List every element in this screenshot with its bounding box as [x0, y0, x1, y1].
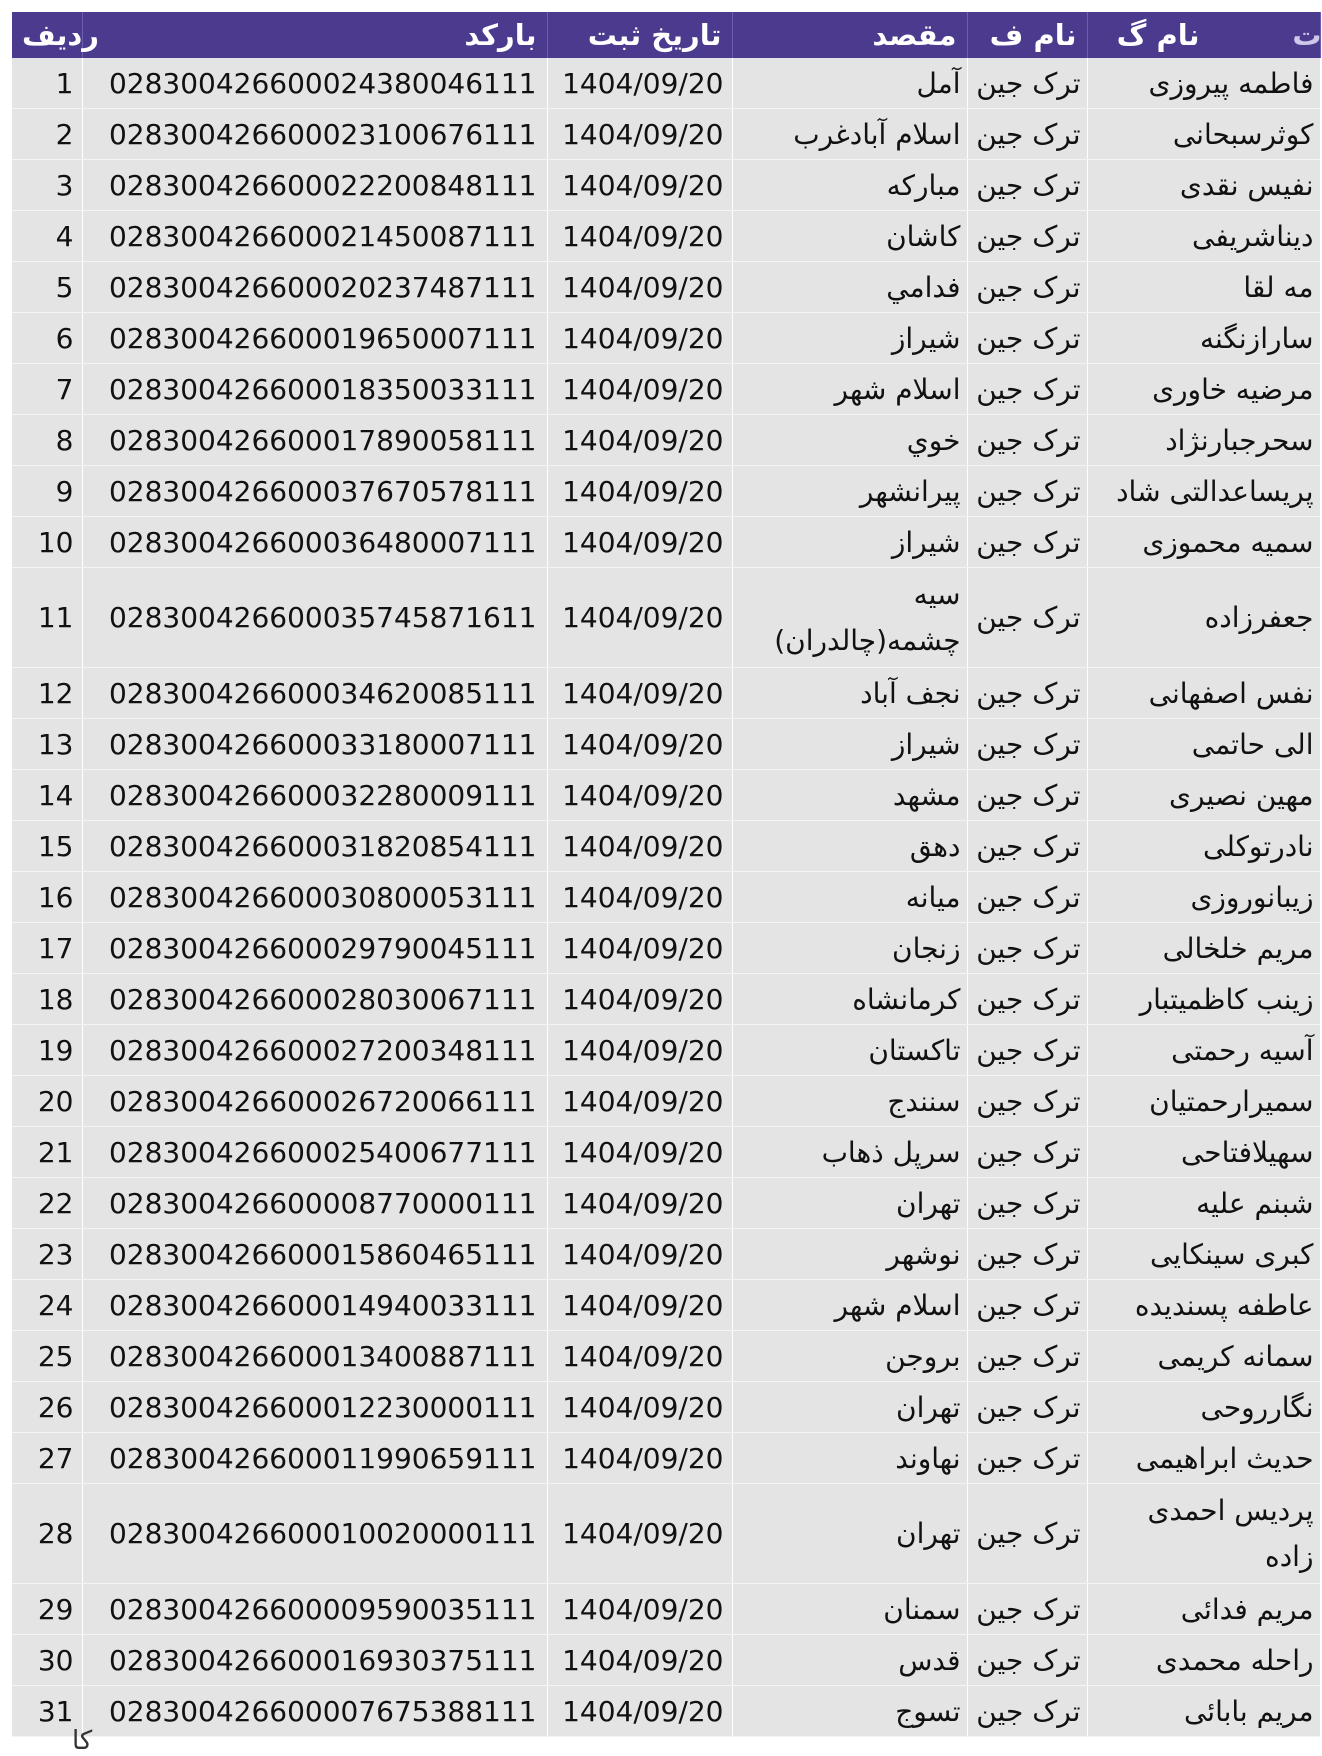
cell-destination[interactable]: تهران — [732, 1178, 967, 1229]
cell-last-name[interactable]: ترک جین — [967, 466, 1087, 517]
cell-barcode[interactable]: 028300426600019650007111 — [82, 313, 547, 364]
cell-barcode[interactable]: 028300426600034620085111 — [82, 668, 547, 719]
cell-date[interactable]: 1404/09/20 — [547, 1382, 732, 1433]
header-extra-label: ت — [1292, 18, 1322, 52]
cell-first-name[interactable]: جعفرزاده — [1087, 568, 1320, 668]
cell-date[interactable]: 1404/09/20 — [547, 1331, 732, 1382]
table-row[interactable] — [12, 1229, 1320, 1280]
cell-row-number[interactable]: 1 — [12, 58, 82, 109]
cell-date[interactable]: 1404/09/20 — [547, 872, 732, 923]
cell-row-number[interactable]: 7 — [12, 364, 82, 415]
cell-destination[interactable]: سیه چشمه(چالدران) — [732, 568, 967, 668]
cell-last-name[interactable]: ترک جین — [967, 415, 1087, 466]
cell-destination[interactable]: نهاوند — [732, 1433, 967, 1484]
cell-last-name[interactable]: ترک جین — [967, 1331, 1087, 1382]
cell-date[interactable]: 1404/09/20 — [547, 109, 732, 160]
cell-first-name[interactable]: آسیه رحمتی — [1087, 1025, 1320, 1076]
cell-barcode[interactable]: 028300426600022200848111 — [82, 160, 547, 211]
cell-last-name[interactable]: ترک جین — [967, 517, 1087, 568]
cell-destination[interactable]: شیراز — [732, 313, 967, 364]
cell-last-name[interactable]: ترک جین — [967, 1382, 1087, 1433]
table-row[interactable] — [12, 211, 1320, 262]
cell-first-name[interactable]: سهیلافتاحی — [1087, 1127, 1320, 1178]
cell-last-name[interactable]: ترک جین — [967, 668, 1087, 719]
table-row[interactable] — [12, 1127, 1320, 1178]
table-row[interactable] — [12, 1025, 1320, 1076]
cell-first-name[interactable]: کوثرسبحانی — [1087, 109, 1320, 160]
cell-first-name[interactable]: راحله محمدی — [1087, 1635, 1320, 1686]
partial-next-row: کا — [72, 1726, 93, 1756]
cell-last-name[interactable]: ترک جین — [967, 719, 1087, 770]
cell-last-name[interactable]: ترک جین — [967, 1484, 1087, 1584]
cell-destination[interactable]: کاشان — [732, 211, 967, 262]
cell-last-name[interactable]: ترک جین — [967, 313, 1087, 364]
cell-barcode[interactable]: 028300426600017890058111 — [82, 415, 547, 466]
cell-barcode[interactable]: 028300426600027200348111 — [82, 1025, 547, 1076]
table-row[interactable] — [12, 160, 1320, 211]
header-last-name[interactable]: نام ف — [967, 12, 1087, 58]
cell-last-name[interactable]: ترک جین — [967, 1178, 1087, 1229]
cell-row-number[interactable]: 28 — [12, 1484, 82, 1584]
cell-last-name[interactable]: ترک جین — [967, 872, 1087, 923]
table-row[interactable] — [12, 1178, 1320, 1229]
cell-first-name[interactable]: عاطفه پسندیده — [1087, 1280, 1320, 1331]
cell-date[interactable]: 1404/09/20 — [547, 568, 732, 668]
header-first-name[interactable] — [1087, 12, 1320, 58]
cell-first-name[interactable]: کبری سینکایی — [1087, 1229, 1320, 1280]
table-row[interactable] — [12, 109, 1320, 160]
cell-date[interactable]: 1404/09/20 — [547, 1484, 732, 1584]
cell-row-number[interactable]: 10 — [12, 517, 82, 568]
cell-barcode[interactable]: 028300426600021450087111 — [82, 211, 547, 262]
cell-date[interactable]: 1404/09/20 — [547, 517, 732, 568]
table-row[interactable] — [12, 1076, 1320, 1127]
cell-barcode[interactable]: 028300426600012230000111 — [82, 1382, 547, 1433]
cell-first-name[interactable]: مریم بابائی — [1087, 1686, 1320, 1737]
cell-date[interactable]: 1404/09/20 — [547, 160, 732, 211]
table-row[interactable] — [12, 466, 1320, 517]
cell-barcode[interactable]: 028300426600037670578111 — [82, 466, 547, 517]
cell-last-name[interactable]: ترک جین — [967, 1584, 1087, 1635]
cell-barcode[interactable]: 028300426600023100676111 — [82, 109, 547, 160]
cell-row-number[interactable]: 23 — [12, 1229, 82, 1280]
cell-barcode[interactable]: 028300426600028030067111 — [82, 974, 547, 1025]
cell-row-number[interactable]: 4 — [12, 211, 82, 262]
table-row[interactable] — [12, 770, 1320, 821]
cell-barcode[interactable]: 028300426600008770000111 — [82, 1178, 547, 1229]
cell-destination[interactable]: مبارکه — [732, 160, 967, 211]
cell-last-name[interactable]: ترک جین — [967, 923, 1087, 974]
cell-last-name[interactable]: ترک جین — [967, 364, 1087, 415]
table-row[interactable] — [12, 1433, 1320, 1484]
spreadsheet-table-container — [12, 12, 1320, 1737]
cell-destination[interactable]: خوي — [732, 415, 967, 466]
cell-first-name[interactable]: نادرتوکلی — [1087, 821, 1320, 872]
cell-date[interactable]: 1404/09/20 — [547, 770, 732, 821]
table-body — [12, 58, 1320, 1737]
shipment-table — [12, 12, 1321, 1737]
table-row[interactable] — [12, 719, 1320, 770]
table-row[interactable] — [12, 1584, 1320, 1635]
cell-destination[interactable]: شیراز — [732, 719, 967, 770]
cell-barcode[interactable]: 028300426600007675388111 — [82, 1686, 547, 1737]
cell-last-name[interactable]: ترک جین — [967, 262, 1087, 313]
cell-first-name[interactable]: سمیرارحمتیان — [1087, 1076, 1320, 1127]
header-first-name-label: نام گ — [1116, 18, 1200, 52]
table-row[interactable] — [12, 58, 1320, 109]
cell-date[interactable]: 1404/09/20 — [547, 1584, 732, 1635]
cell-date[interactable]: 1404/09/20 — [547, 821, 732, 872]
cell-date[interactable]: 1404/09/20 — [547, 313, 732, 364]
cell-last-name[interactable]: ترک جین — [967, 58, 1087, 109]
cell-date[interactable]: 1404/09/20 — [547, 1178, 732, 1229]
cell-last-name[interactable]: ترک جین — [967, 1229, 1087, 1280]
cell-barcode[interactable]: 028300426600025400677111 — [82, 1127, 547, 1178]
cell-first-name[interactable]: زینب کاظمیتبار — [1087, 974, 1320, 1025]
cell-date[interactable]: 1404/09/20 — [547, 262, 732, 313]
table-row[interactable] — [12, 313, 1320, 364]
table-row[interactable] — [12, 872, 1320, 923]
cell-barcode[interactable]: 028300426600020237487111 — [82, 262, 547, 313]
cell-barcode[interactable]: 028300426600031820854111 — [82, 821, 547, 872]
cell-row-number[interactable]: 3 — [12, 160, 82, 211]
cell-destination[interactable]: پیرانشهر — [732, 466, 967, 517]
cell-row-number[interactable]: 16 — [12, 872, 82, 923]
cell-first-name[interactable]: سمیه محموزی — [1087, 517, 1320, 568]
cell-row-number[interactable]: 12 — [12, 668, 82, 719]
cell-first-name[interactable]: الی حاتمی — [1087, 719, 1320, 770]
table-row[interactable] — [12, 364, 1320, 415]
cell-destination[interactable]: بروجن — [732, 1331, 967, 1382]
cell-date[interactable]: 1404/09/20 — [547, 1229, 732, 1280]
cell-destination[interactable]: نجف آباد — [732, 668, 967, 719]
cell-destination[interactable]: فدامي — [732, 262, 967, 313]
cell-destination[interactable]: سمنان — [732, 1584, 967, 1635]
cell-last-name[interactable]: ترک جین — [967, 1127, 1087, 1178]
cell-row-number[interactable]: 5 — [12, 262, 82, 313]
cell-first-name[interactable]: شبنم علیه — [1087, 1178, 1320, 1229]
cell-destination[interactable]: کرمانشاه — [732, 974, 967, 1025]
cell-first-name[interactable]: سارازنگنه — [1087, 313, 1320, 364]
cell-destination[interactable]: تسوج — [732, 1686, 967, 1737]
cell-destination[interactable]: نوشهر — [732, 1229, 967, 1280]
cell-row-number[interactable]: 18 — [12, 974, 82, 1025]
header-barcode[interactable]: بارکد — [82, 12, 547, 58]
header-destination[interactable]: مقصد — [732, 12, 967, 58]
cell-barcode[interactable]: 028300426600030800053111 — [82, 872, 547, 923]
cell-barcode[interactable]: 028300426600029790045111 — [82, 923, 547, 974]
cell-destination[interactable]: دهق — [732, 821, 967, 872]
cell-row-number[interactable]: 25 — [12, 1331, 82, 1382]
cell-date[interactable]: 1404/09/20 — [547, 466, 732, 517]
cell-destination[interactable]: اسلام شهر — [732, 364, 967, 415]
header-row-number[interactable]: ردیف — [12, 12, 82, 58]
cell-last-name[interactable]: ترک جین — [967, 1686, 1087, 1737]
cell-last-name[interactable]: ترک جین — [967, 109, 1087, 160]
cell-date[interactable]: 1404/09/20 — [547, 58, 732, 109]
cell-barcode[interactable]: 028300426600009590035111 — [82, 1584, 547, 1635]
cell-last-name[interactable]: ترک جین — [967, 568, 1087, 668]
cell-row-number[interactable]: 2 — [12, 109, 82, 160]
cell-barcode[interactable]: 028300426600015860465111 — [82, 1229, 547, 1280]
cell-last-name[interactable]: ترک جین — [967, 1280, 1087, 1331]
cell-date[interactable]: 1404/09/20 — [547, 1635, 732, 1686]
cell-first-name[interactable]: زیبانوروزی — [1087, 872, 1320, 923]
cell-date[interactable]: 1404/09/20 — [547, 364, 732, 415]
cell-row-number[interactable]: 31 — [12, 1686, 82, 1737]
cell-destination[interactable]: میانه — [732, 872, 967, 923]
cell-first-name[interactable]: سحرجبارنژاد — [1087, 415, 1320, 466]
cell-first-name[interactable]: دیناشریفی — [1087, 211, 1320, 262]
table-row[interactable] — [12, 1382, 1320, 1433]
cell-barcode[interactable]: 028300426600013400887111 — [82, 1331, 547, 1382]
cell-destination[interactable]: اسلام شهر — [732, 1280, 967, 1331]
cell-destination[interactable]: قدس — [732, 1635, 967, 1686]
cell-barcode[interactable]: 028300426600011990659111 — [82, 1433, 547, 1484]
cell-last-name[interactable]: ترک جین — [967, 1025, 1087, 1076]
cell-last-name[interactable]: ترک جین — [967, 1635, 1087, 1686]
cell-row-number[interactable]: 21 — [12, 1127, 82, 1178]
table-row[interactable] — [12, 1484, 1320, 1584]
cell-first-name[interactable]: فاطمه پیروزی — [1087, 58, 1320, 109]
table-row[interactable] — [12, 1280, 1320, 1331]
cell-barcode[interactable]: 028300426600032280009111 — [82, 770, 547, 821]
cell-barcode[interactable]: 028300426600036480007111 — [82, 517, 547, 568]
table-row[interactable] — [12, 568, 1320, 668]
cell-first-name[interactable]: مرضیه خاوری — [1087, 364, 1320, 415]
cell-row-number[interactable]: 15 — [12, 821, 82, 872]
cell-row-number[interactable]: 30 — [12, 1635, 82, 1686]
cell-date[interactable]: 1404/09/20 — [547, 719, 732, 770]
cell-last-name[interactable]: ترک جین — [967, 211, 1087, 262]
cell-last-name[interactable]: ترک جین — [967, 821, 1087, 872]
cell-date[interactable]: 1404/09/20 — [547, 1076, 732, 1127]
cell-destination[interactable]: شیراز — [732, 517, 967, 568]
cell-destination[interactable]: تاکستان — [732, 1025, 967, 1076]
cell-date[interactable]: 1404/09/20 — [547, 668, 732, 719]
header-row — [12, 12, 1320, 58]
cell-row-number[interactable]: 17 — [12, 923, 82, 974]
cell-destination[interactable]: سرپل ذهاب — [732, 1127, 967, 1178]
cell-row-number[interactable]: 8 — [12, 415, 82, 466]
cell-destination[interactable]: تهران — [732, 1382, 967, 1433]
table-row[interactable] — [12, 923, 1320, 974]
cell-date[interactable]: 1404/09/20 — [547, 1686, 732, 1737]
cell-row-number[interactable]: 19 — [12, 1025, 82, 1076]
table-row[interactable] — [12, 262, 1320, 313]
cell-first-name[interactable]: نگارروحی — [1087, 1382, 1320, 1433]
cell-first-name[interactable]: مه لقا — [1087, 262, 1320, 313]
cell-first-name[interactable]: پردیس احمدی زاده — [1087, 1484, 1320, 1584]
cell-row-number[interactable]: 22 — [12, 1178, 82, 1229]
cell-first-name[interactable]: نفس اصفهانی — [1087, 668, 1320, 719]
cell-barcode[interactable]: 028300426600016930375111 — [82, 1635, 547, 1686]
cell-date[interactable]: 1404/09/20 — [547, 415, 732, 466]
cell-date[interactable]: 1404/09/20 — [547, 1433, 732, 1484]
table-row[interactable] — [12, 668, 1320, 719]
cell-date[interactable]: 1404/09/20 — [547, 1025, 732, 1076]
cell-barcode[interactable]: 028300426600014940033111 — [82, 1280, 547, 1331]
cell-first-name[interactable]: سمانه کریمی — [1087, 1331, 1320, 1382]
table-row[interactable] — [12, 821, 1320, 872]
cell-row-number[interactable]: 26 — [12, 1382, 82, 1433]
cell-row-number[interactable]: 29 — [12, 1584, 82, 1635]
table-row[interactable] — [12, 1635, 1320, 1686]
cell-row-number[interactable]: 13 — [12, 719, 82, 770]
cell-barcode[interactable]: 028300426600026720066111 — [82, 1076, 547, 1127]
table-row[interactable] — [12, 415, 1320, 466]
cell-date[interactable]: 1404/09/20 — [547, 974, 732, 1025]
cell-destination[interactable]: اسلام آبادغرب — [732, 109, 967, 160]
cell-barcode[interactable]: 028300426600035745871611 — [82, 568, 547, 668]
cell-destination[interactable]: سنندج — [732, 1076, 967, 1127]
cell-row-number[interactable]: 20 — [12, 1076, 82, 1127]
cell-destination[interactable]: تهران — [732, 1484, 967, 1584]
cell-last-name[interactable]: ترک جین — [967, 1076, 1087, 1127]
table-row[interactable] — [12, 517, 1320, 568]
cell-first-name[interactable]: حدیث ابراهیمی — [1087, 1433, 1320, 1484]
cell-last-name[interactable]: ترک جین — [967, 974, 1087, 1025]
table-row[interactable] — [12, 1686, 1320, 1737]
cell-date[interactable]: 1404/09/20 — [547, 1127, 732, 1178]
cell-destination[interactable]: آمل — [732, 58, 967, 109]
header-date[interactable]: تاریخ ثبت — [547, 12, 732, 58]
cell-last-name[interactable]: ترک جین — [967, 160, 1087, 211]
cell-row-number[interactable]: 9 — [12, 466, 82, 517]
cell-date[interactable]: 1404/09/20 — [547, 1280, 732, 1331]
cell-row-number[interactable]: 27 — [12, 1433, 82, 1484]
cell-first-name[interactable]: پریساعدالتی شاد — [1087, 466, 1320, 517]
cell-first-name[interactable]: مهین نصیری — [1087, 770, 1320, 821]
table-row[interactable] — [12, 974, 1320, 1025]
cell-date[interactable]: 1404/09/20 — [547, 923, 732, 974]
cell-row-number[interactable]: 11 — [12, 568, 82, 668]
cell-barcode[interactable]: 028300426600033180007111 — [82, 719, 547, 770]
cell-destination[interactable]: مشهد — [732, 770, 967, 821]
table-row[interactable] — [12, 1331, 1320, 1382]
cell-destination[interactable]: زنجان — [732, 923, 967, 974]
cell-barcode[interactable]: 028300426600024380046111 — [82, 58, 547, 109]
cell-barcode[interactable]: 028300426600010020000111 — [82, 1484, 547, 1584]
cell-barcode[interactable]: 028300426600018350033111 — [82, 364, 547, 415]
cell-last-name[interactable]: ترک جین — [967, 770, 1087, 821]
cell-row-number[interactable]: 14 — [12, 770, 82, 821]
cell-row-number[interactable]: 6 — [12, 313, 82, 364]
cell-last-name[interactable]: ترک جین — [967, 1433, 1087, 1484]
cell-first-name[interactable]: مریم خلخالی — [1087, 923, 1320, 974]
cell-first-name[interactable]: مریم فدائی — [1087, 1584, 1320, 1635]
cell-first-name[interactable]: نفیس نقدی — [1087, 160, 1320, 211]
cell-date[interactable]: 1404/09/20 — [547, 211, 732, 262]
cell-row-number[interactable]: 24 — [12, 1280, 82, 1331]
